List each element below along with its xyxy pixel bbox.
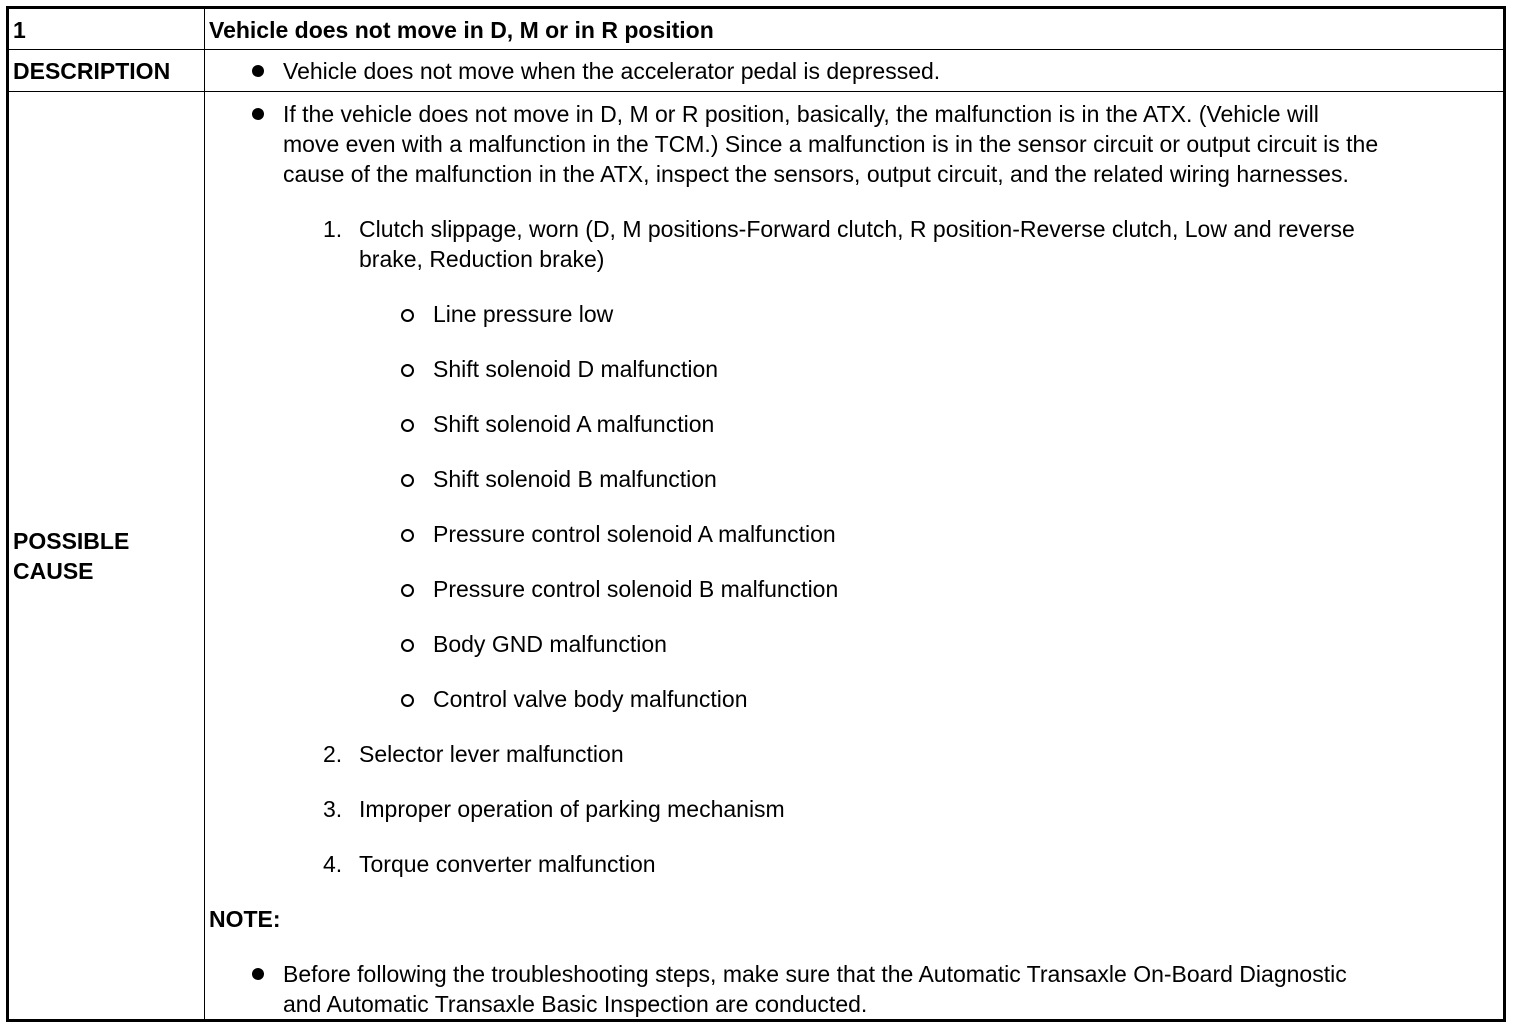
bullet-dot-icon xyxy=(252,65,264,77)
possible-cause-label-line2: CAUSE xyxy=(13,557,94,584)
sub-item xyxy=(205,464,1503,494)
description-bullet xyxy=(205,56,1503,86)
step-title: Vehicle does not move in D, M or in R position xyxy=(205,9,1503,50)
sub-item xyxy=(205,629,1503,659)
bullet-dot-icon xyxy=(252,968,264,980)
sub-item xyxy=(205,409,1503,439)
item-number: 3. xyxy=(323,796,343,822)
sub-item-text: Pressure control solenoid A malfunction xyxy=(433,521,836,547)
circle-bullet-icon xyxy=(401,309,414,322)
step-number: 1 xyxy=(9,9,205,50)
numbered-item xyxy=(205,214,1503,274)
sub-item-text: Shift solenoid A malfunction xyxy=(433,411,715,437)
item-line: Clutch slippage, worn (D, M positions-Forward clutch, R position-Reverse clutch, Low and reverse xyxy=(359,216,1355,242)
description-text: Vehicle does not move when the accelerator pedal is depressed. xyxy=(283,58,941,84)
possible-cause-label-line1: POSSIBLE xyxy=(13,527,130,554)
note-bullet xyxy=(205,959,1503,1019)
circle-bullet-icon xyxy=(401,419,414,432)
sub-item-text: Pressure control solenoid B malfunction xyxy=(433,576,839,602)
circle-bullet-icon xyxy=(401,639,414,652)
item-number: 1. xyxy=(323,216,343,242)
circle-bullet-icon xyxy=(401,364,414,377)
troubleshooting-table xyxy=(6,6,1506,1022)
note-label: NOTE: xyxy=(209,906,281,932)
sub-item-text: Shift solenoid D malfunction xyxy=(433,356,719,382)
sub-item-text: Line pressure low xyxy=(433,301,614,327)
sub-item-text: Shift solenoid B malfunction xyxy=(433,466,717,492)
numbered-item xyxy=(205,739,1503,769)
sub-item-text: Control valve body malfunction xyxy=(433,686,748,712)
item-text: Torque converter malfunction xyxy=(359,851,656,877)
description-label: DESCRIPTION xyxy=(9,50,205,92)
sub-item-text: Body GND malfunction xyxy=(433,631,667,657)
note-line: Before following the troubleshooting steps, make sure that the Automatic Transaxle On-Board Diagnostic xyxy=(283,961,1347,987)
item-line: brake, Reduction brake) xyxy=(359,246,605,272)
numbered-item xyxy=(205,849,1503,879)
item-text: Selector lever malfunction xyxy=(359,741,624,767)
sub-item xyxy=(205,299,1503,329)
intro-bullet xyxy=(205,99,1503,189)
intro-line: cause of the malfunction in the ATX, inspect the sensors, output circuit, and the related wiring harnesses. xyxy=(283,161,1349,187)
item-text: Improper operation of parking mechanism xyxy=(359,796,785,822)
intro-line: move even with a malfunction in the TCM.) Since a malfunction is in the sensor circuit or output circuit is the xyxy=(283,131,1379,157)
circle-bullet-icon xyxy=(401,474,414,487)
sub-item xyxy=(205,354,1503,384)
item-number: 2. xyxy=(323,741,343,767)
possible-cause-label xyxy=(9,92,205,1019)
description-cell xyxy=(205,50,1503,92)
note-line: and Automatic Transaxle Basic Inspection are conducted. xyxy=(283,991,868,1017)
sub-item xyxy=(205,574,1503,604)
circle-bullet-icon xyxy=(401,529,414,542)
bullet-dot-icon xyxy=(252,108,264,120)
intro-line: If the vehicle does not move in D, M or R position, basically, the malfunction is in the ATX. (Vehicle will xyxy=(283,101,1319,127)
item-number: 4. xyxy=(323,851,343,877)
circle-bullet-icon xyxy=(401,584,414,597)
numbered-item xyxy=(205,794,1503,824)
possible-cause-cell xyxy=(205,92,1503,1019)
sub-item xyxy=(205,684,1503,714)
sub-item xyxy=(205,519,1503,549)
circle-bullet-icon xyxy=(401,694,414,707)
